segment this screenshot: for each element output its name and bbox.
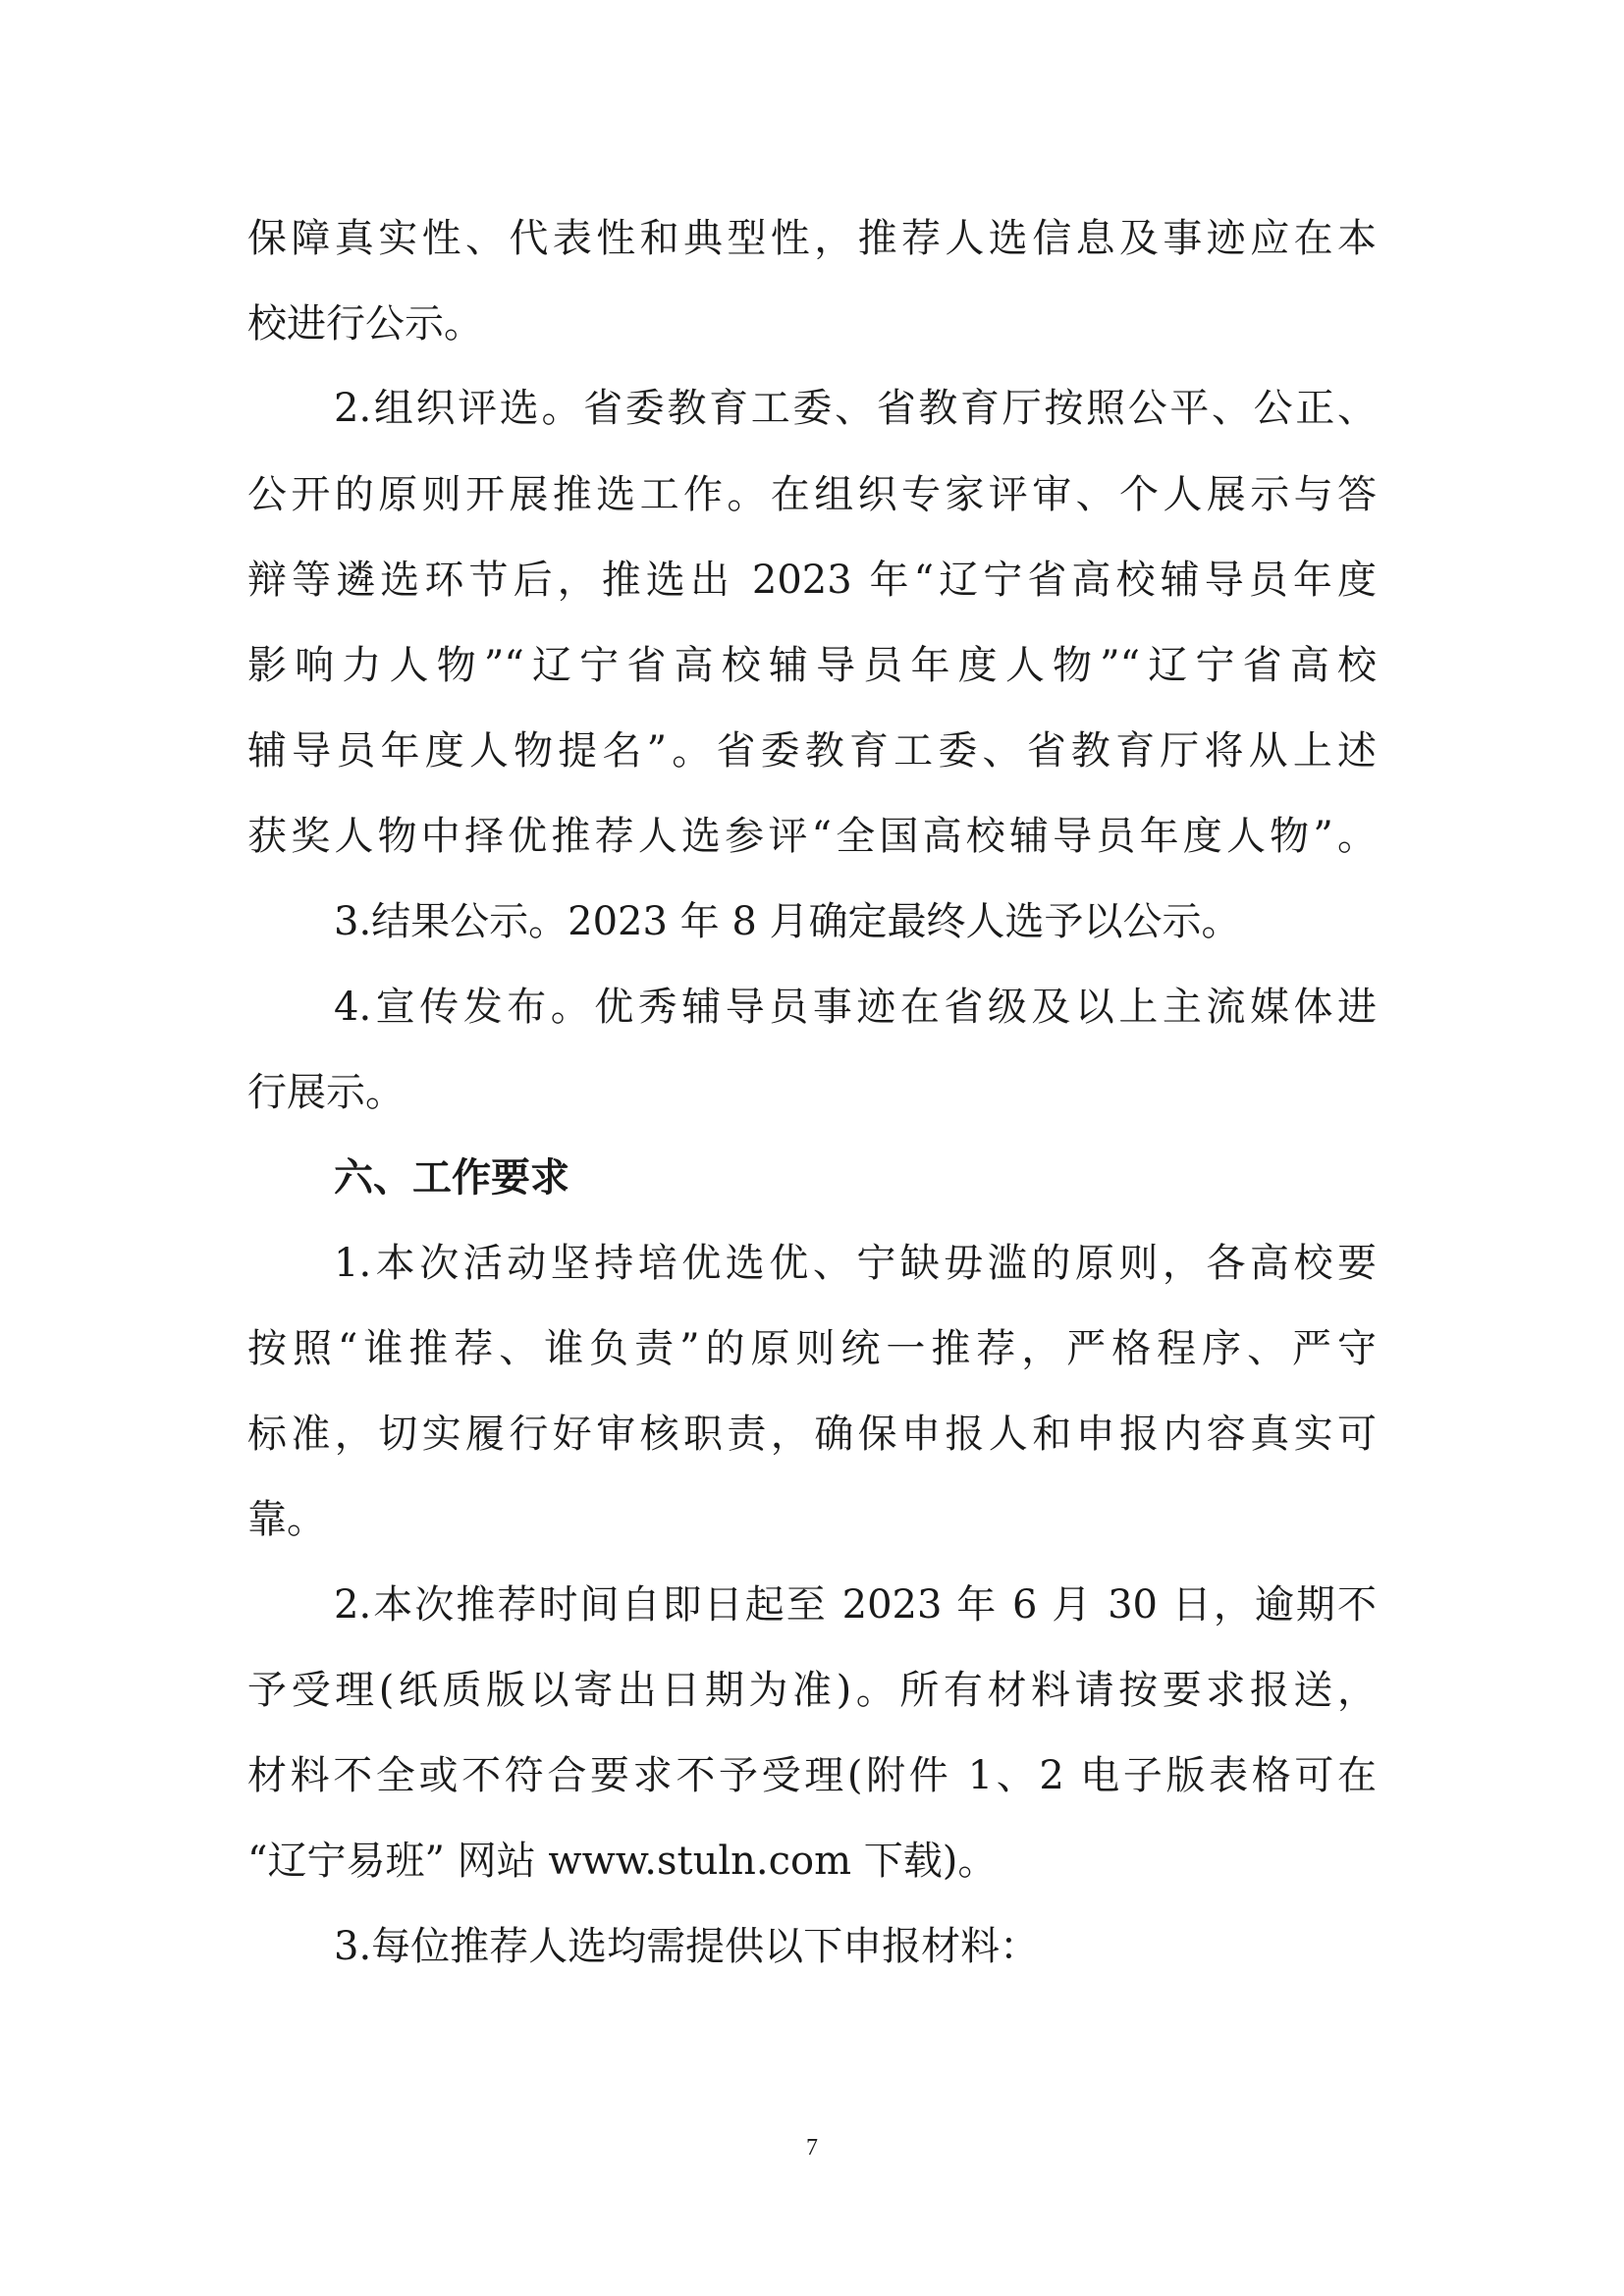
text-line: 辩等遴选环节后，推选出 2023 年“辽宁省高校辅导员年度 — [247, 558, 1377, 603]
text-line: 辅导员年度人物提名”。省委教育工委、省教育厅将从上述 — [247, 728, 1377, 774]
page-number: 7 — [806, 2135, 818, 2161]
section-heading: 六、工作要求 — [334, 1155, 569, 1201]
text-line: 1.本次活动坚持培优选优、宁缺毋滥的原则，各高校要 — [334, 1241, 1377, 1286]
text-line: 2.本次推荐时间自即日起至 2023 年 6 月 30 日，逾期不 — [334, 1582, 1377, 1628]
text-line: 校进行公示。 — [247, 301, 483, 347]
text-line: 行展示。 — [247, 1070, 405, 1115]
text-line: 4.宣传发布。优秀辅导员事迹在省级及以上主流媒体进 — [334, 985, 1377, 1030]
text-line: 予受理(纸质版以寄出日期为准)。所有材料请按要求报送， — [247, 1668, 1377, 1713]
text-line: 按照“谁推荐、谁负责”的原则统一推荐，严格程序、严守 — [247, 1326, 1377, 1371]
text-line: 获奖人物中择优推荐人选参评“全国高校辅导员年度人物”。 — [247, 814, 1377, 859]
text-line: 2.组织评选。省委教育工委、省教育厅按照公平、公正、 — [334, 386, 1377, 431]
text-line: 3.每位推荐人选均需提供以下申报材料： — [334, 1924, 1040, 1969]
text-line: 保障真实性、代表性和典型性，推荐人选信息及事迹应在本 — [247, 216, 1377, 261]
text-line: 材料不全或不符合要求不予受理(附件 1、2 电子版表格可在 — [247, 1753, 1377, 1798]
text-line: 影响力人物”“辽宁省高校辅导员年度人物”“辽宁省高校 — [247, 643, 1377, 688]
text-line: 3.结果公示。2023 年 8 月确定最终人选予以公示。 — [334, 899, 1241, 944]
text-line: 标准，切实履行好审核职责，确保申报人和申报内容真实可 — [247, 1412, 1377, 1457]
text-line: “辽宁易班” 网站 www.stuln.com 下载)。 — [247, 1839, 998, 1884]
text-line: 公开的原则开展推选工作。在组织专家评审、个人展示与答 — [247, 472, 1377, 517]
text-line: 靠。 — [247, 1497, 326, 1542]
